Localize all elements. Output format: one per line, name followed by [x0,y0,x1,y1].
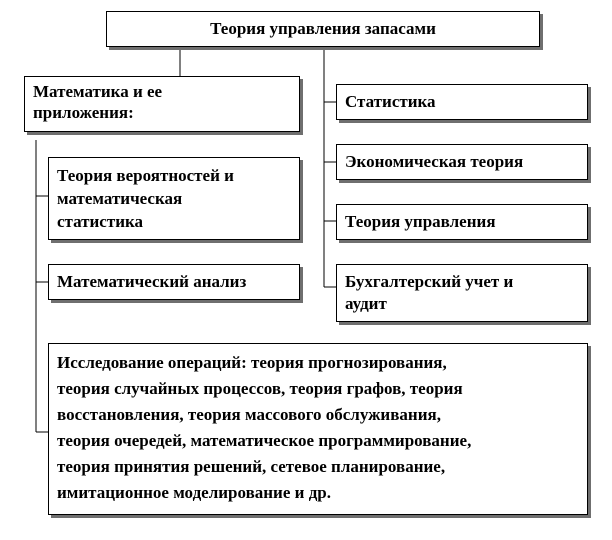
node-analysis [48,264,300,300]
node-operations-research-line-2: теория случайных процессов, теория графов, теория [57,379,463,398]
node-probability-line-3: статистика [57,212,144,231]
node-operations-research-line-1: Исследование операций: теория прогнозирования, [57,353,447,372]
node-operations-research-line-3: восстановления, теория массового обслуживания, [57,405,441,424]
node-operations-research-line-5: теория принятия решений, сетевое планирование, [57,457,446,476]
root-node-label: Теория управления запасами [210,19,436,38]
node-economic-theory [336,144,588,180]
left-group-label-line-1: Математика и ее [33,82,163,101]
node-economic-theory-line-1: Экономическая теория [345,152,524,171]
node-operations-research-line-6: имитационное моделирование и др. [57,483,331,502]
left-group-label-line-2: приложения: [33,103,134,122]
node-probability [48,157,300,240]
node-operations-research [48,343,588,515]
left-group-node [24,76,300,132]
node-statistics-line-1: Статистика [345,92,436,111]
node-management-theory-line-1: Теория управления [345,212,496,231]
node-accounting-line-1: Бухгалтерский учет и [345,272,514,291]
node-analysis-line-1: Математический анализ [57,272,247,291]
node-probability-line-1: Теория вероятностей и [57,166,234,185]
root-node [106,11,540,47]
node-management-theory [336,204,588,240]
node-probability-line-2: математическая [57,189,183,208]
node-operations-research-line-4: теория очередей, математическое программирование, [57,431,472,450]
node-accounting [336,264,588,322]
node-accounting-line-2: аудит [345,294,387,313]
node-statistics [336,84,588,120]
